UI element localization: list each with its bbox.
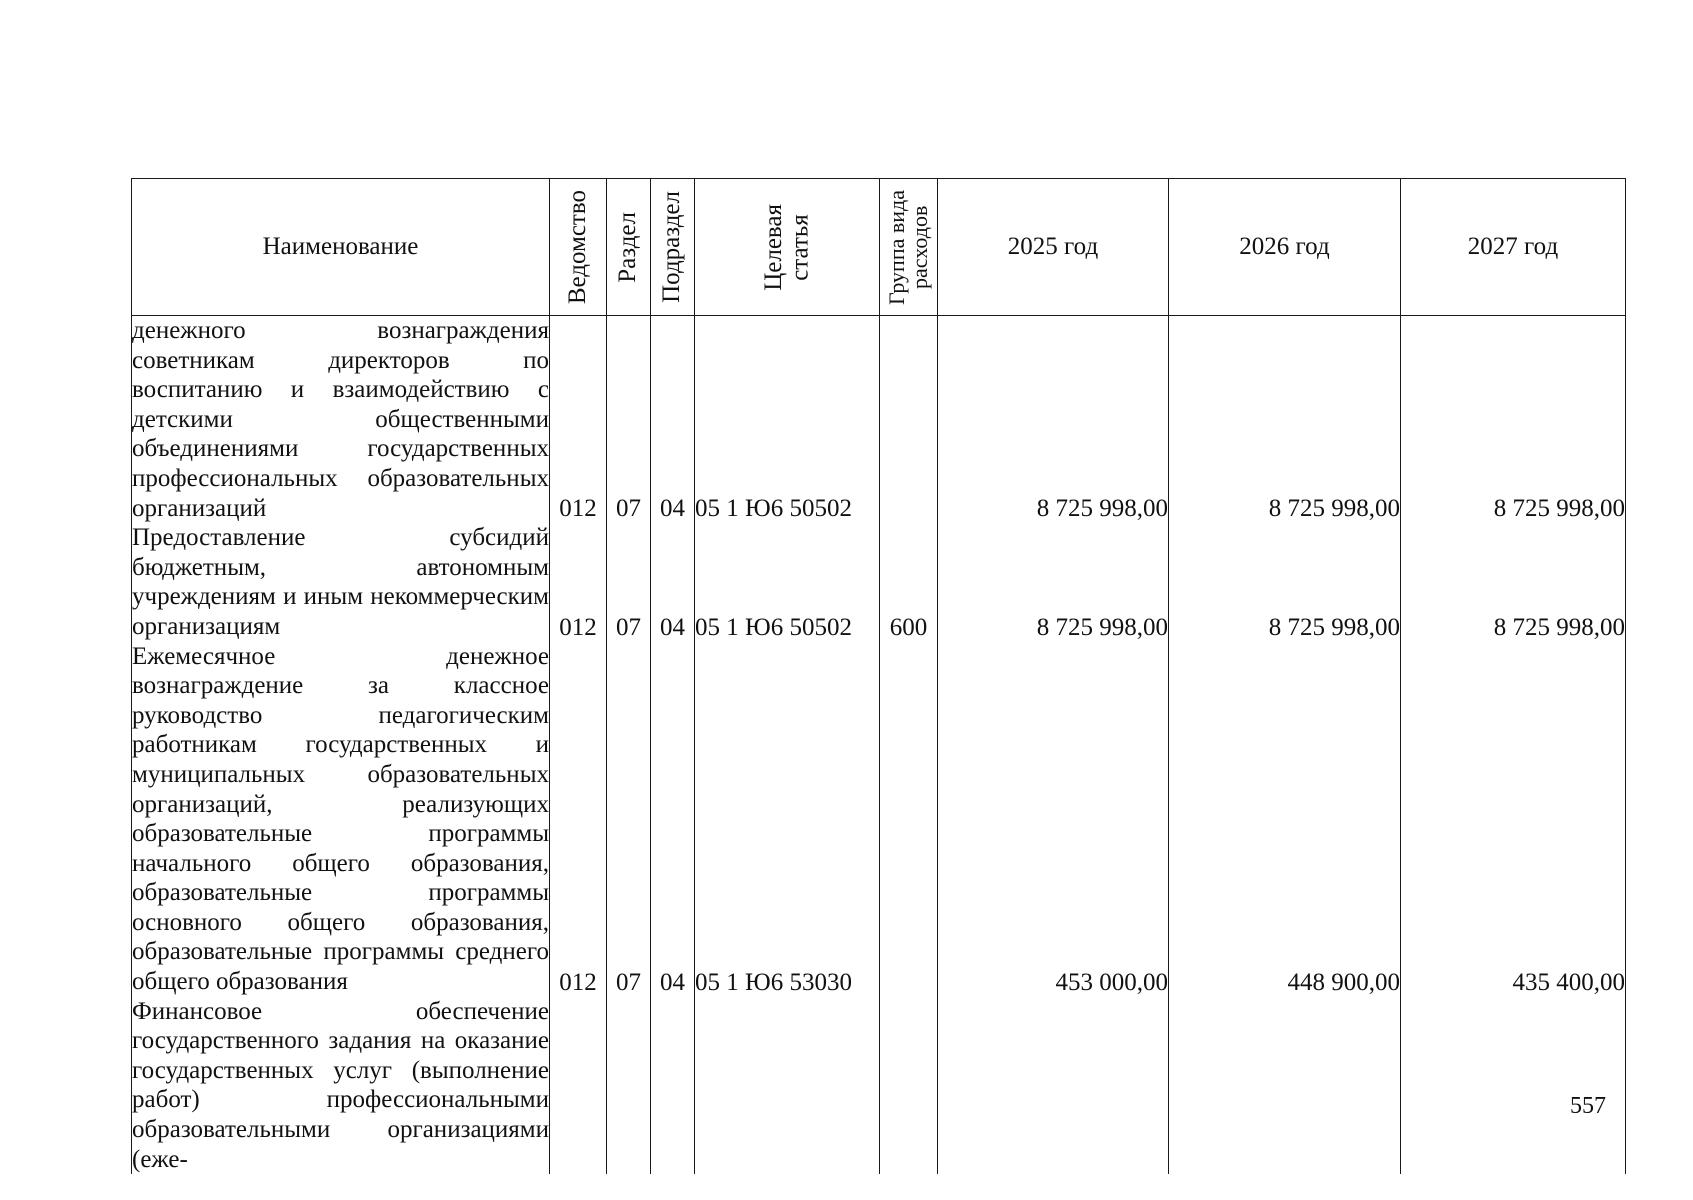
row-expense-group [880, 997, 938, 1175]
row-subsection [651, 997, 695, 1175]
row-2026: 8 725 998,00 [1169, 316, 1401, 524]
header-name: Наименование [132, 179, 550, 316]
row-section [607, 997, 651, 1175]
row-department [550, 997, 607, 1175]
row-2026: 8 725 998,00 [1169, 523, 1401, 641]
row-name: Предоставление субсидий бюджетным, автономным учреждениям и иным некоммерческим организациям [132, 524, 549, 640]
row-name: денежного вознаграждения советникам директоров по воспитанию и взаимодействию с детскими общественными объединениями государственных профессиональных образовательных организаций [132, 317, 549, 522]
row-name: Ежемесячное денежное вознаграждение за классное руководство педагогическим работникам государственных и муниципальных образовательных организаций, реализующих образовательные программы начального общего образования, образовательные программы основного общего образования, образовательные программы среднего общего образования [132, 642, 549, 996]
row-expense-group [880, 316, 938, 524]
row-subsection: 04 [651, 523, 695, 641]
row-target [695, 997, 880, 1175]
row-2026: 448 900,00 [1169, 642, 1401, 997]
row-2025: 453 000,00 [938, 642, 1169, 997]
row-department: 012 [550, 642, 607, 997]
row-2027: 8 725 998,00 [1401, 523, 1626, 641]
row-target: 05 1 Ю6 50502 [695, 316, 880, 524]
header-subsection [651, 179, 695, 316]
row-expense-group: 600 [880, 523, 938, 641]
row-2026 [1169, 997, 1401, 1175]
header-expense-group-label: Группа вида расходов [884, 189, 933, 305]
header-target [695, 179, 880, 316]
row-expense-group [880, 642, 938, 997]
table-row [132, 316, 1626, 524]
table-row [132, 997, 1626, 1175]
header-section [607, 179, 651, 316]
row-2027: 435 400,00 [1401, 642, 1626, 997]
row-subsection: 04 [651, 642, 695, 997]
row-department: 012 [550, 316, 607, 524]
table-row [132, 642, 1626, 997]
row-section: 07 [607, 523, 651, 641]
row-2025 [938, 997, 1169, 1175]
table-row [132, 523, 1626, 641]
row-department: 012 [550, 523, 607, 641]
row-subsection: 04 [651, 316, 695, 524]
row-target: 05 1 Ю6 53030 [695, 642, 880, 997]
budget-table [131, 178, 1626, 1174]
header-row [132, 179, 1626, 316]
row-section: 07 [607, 316, 651, 524]
row-target: 05 1 Ю6 50502 [695, 523, 880, 641]
row-name: Финансовое обеспечение государственного задания на оказание государственных услуг (выполнение работ) профессиональными образовательными организациями (еже- [132, 997, 549, 1173]
header-department [550, 179, 607, 316]
row-section: 07 [607, 642, 651, 997]
header-2025: 2025 год [938, 179, 1169, 316]
row-2027 [1401, 997, 1626, 1175]
row-2027: 8 725 998,00 [1401, 316, 1626, 524]
header-subsection-label: Подраздел [658, 191, 686, 303]
header-department-label: Ведомство [563, 189, 591, 305]
row-2025: 8 725 998,00 [938, 523, 1169, 641]
row-2025: 8 725 998,00 [938, 316, 1169, 524]
header-section-label: Раздел [614, 211, 642, 283]
page-number: 557 [1570, 1093, 1606, 1119]
header-2027: 2027 год [1401, 179, 1626, 316]
header-target-label: Целевая статья [759, 203, 813, 291]
header-2026: 2026 год [1169, 179, 1401, 316]
header-expense-group [880, 179, 938, 316]
